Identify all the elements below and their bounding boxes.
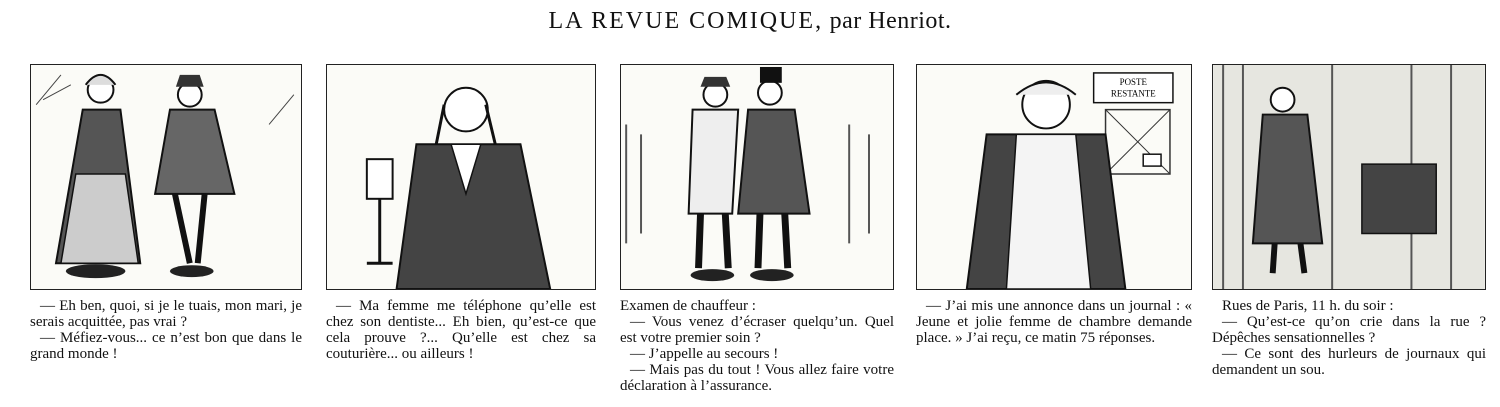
illustration-woman-and-man bbox=[30, 64, 302, 290]
sign-poste: POSTE bbox=[1119, 76, 1147, 87]
caption-line: — Eh ben, quoi, si je le tuais, mon mari, je serais acquittée, pas vrai ? bbox=[30, 298, 302, 330]
title-main: LA REVUE COMIQUE, bbox=[548, 8, 824, 34]
caption-line: Examen de chauffeur : bbox=[620, 298, 756, 314]
illustration-maid-with-letters bbox=[916, 64, 1192, 290]
comic-panel-4 bbox=[916, 64, 1192, 346]
drawing-1 bbox=[31, 65, 301, 289]
drawing-5 bbox=[1213, 65, 1485, 289]
caption-line: Rues de Paris, 11 h. du soir : bbox=[1222, 298, 1394, 314]
caption-line: — J’ai mis une annonce dans un journal : « Jeune et jolie femme de chambre demande place. » J’ai reçu, ce matin 75 réponses. bbox=[916, 298, 1192, 346]
panel-4-caption bbox=[916, 298, 1192, 346]
panel-1-caption bbox=[30, 298, 302, 362]
illustration-man-on-telephone bbox=[326, 64, 596, 290]
caption-line: — Ma femme me téléphone qu’elle est chez son dentiste... Eh bien, qu’est-ce que cela prouve ?... Qu’elle est chez sa couturière... ou ailleurs ! bbox=[326, 298, 596, 362]
caption-line: — Vous venez d’écraser quelqu’un. Quel est votre premier soin ? bbox=[620, 314, 894, 346]
caption-line: — Qu’est-ce qu’on crie dans la rue ? Dépêches sensationnelles ? bbox=[1212, 314, 1486, 346]
page-title bbox=[0, 8, 1500, 35]
panel-5-caption bbox=[1212, 298, 1486, 378]
drawing-4 bbox=[917, 65, 1191, 289]
illustration-two-men bbox=[620, 64, 894, 290]
comic-panel-1 bbox=[30, 64, 302, 362]
caption-line: — J’appelle au secours ! bbox=[630, 346, 779, 362]
caption-line: — Mais pas du tout ! Vous allez faire votre déclaration à l’assurance. bbox=[620, 362, 894, 394]
comic-panel-5 bbox=[1212, 64, 1486, 378]
comic-panel-3 bbox=[620, 64, 894, 394]
title-byline: par Henriot. bbox=[829, 8, 952, 34]
drawing-2 bbox=[327, 65, 595, 289]
caption-line: — Méfiez-vous... ce n’est bon que dans le grand monde ! bbox=[30, 330, 302, 362]
illustration-night-street bbox=[1212, 64, 1486, 290]
drawing-3 bbox=[621, 65, 893, 289]
panel-3-caption bbox=[620, 298, 894, 394]
comic-panel-2 bbox=[326, 64, 596, 362]
caption-line: — Ce sont des hurleurs de journaux qui demandent un sou. bbox=[1212, 346, 1486, 378]
sign-restante: RESTANTE bbox=[1110, 88, 1156, 99]
panel-2-caption bbox=[326, 298, 596, 362]
